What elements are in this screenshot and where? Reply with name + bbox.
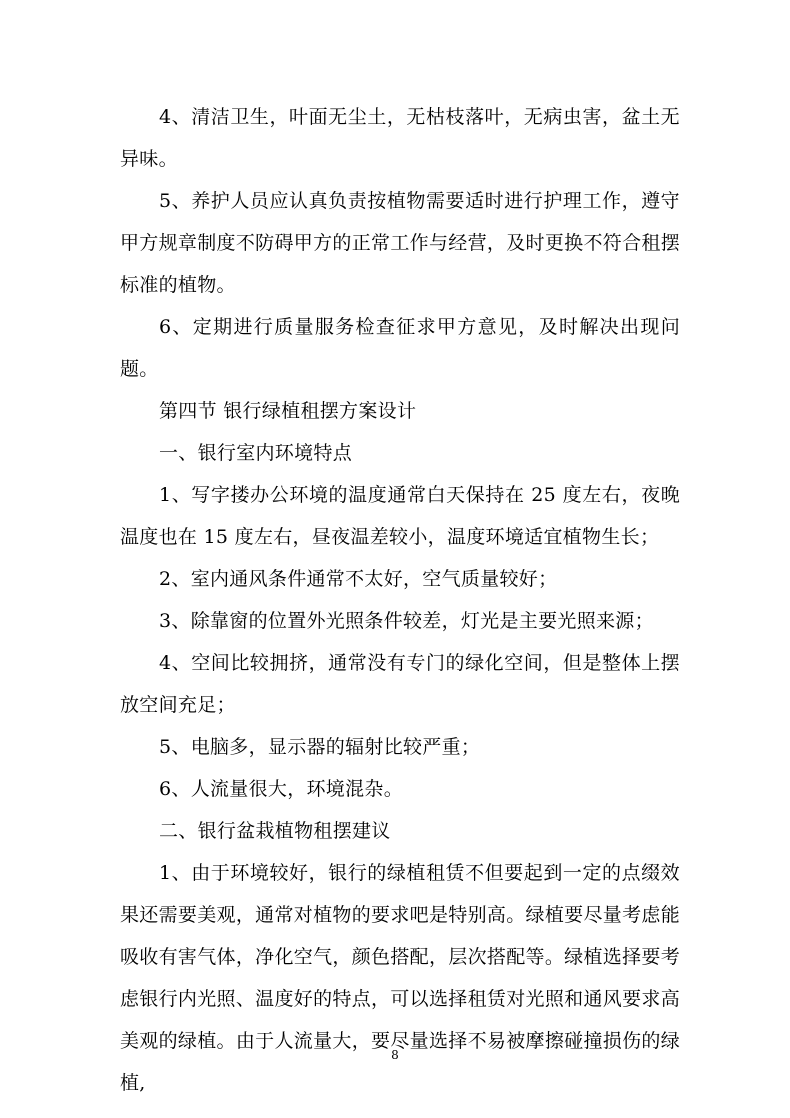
paragraph-ventilation: 2、室内通风条件通常不太好，空气质量较好； xyxy=(159,568,558,590)
paragraph-computers: 5、电脑多，显示器的辐射比较严重； xyxy=(159,736,481,758)
paragraph-lighting: 3、除靠窗的位置外光照条件较差，灯光是主要光照来源； xyxy=(159,610,654,632)
paragraph-suggestion-1: 1、由于环境较好，银行的绿植租赁不但要起到一定的点缀效果还需要美观，通常对植物的要求吧是特别高。绿植要尽量考虑能吸收有害气体，净化空气，颜色搭配，层次搭配等。绿植选择要考虑银行内光照、温度好的特点，可以选择租赁对光照和通风要求高美观的绿植。由于人流量大，要尽量选择不易被摩擦碰撞损伤的绿植, xyxy=(120,862,680,1094)
page-number: 8 xyxy=(391,1048,399,1062)
section-heading: 第四节 银行绿植租摆方案设计 xyxy=(159,400,417,422)
paragraph-space: 4、空间比较拥挤，通常没有专门的绿化空间，但是整体上摆放空间充足； xyxy=(120,652,680,716)
paragraph-cleaning: 4、清洁卫生，叶面无尘土，无枯枝落叶，无病虫害，盆土无异味。 xyxy=(120,106,680,170)
paragraph-temperature: 1、写字搂办公环境的温度通常白天保持在 25 度左右，夜晚温度也在 15 度左右，昼夜温差较小，温度环境适宜植物生长； xyxy=(120,484,680,548)
paragraph-foot-traffic: 6、人流量很大，环境混杂。 xyxy=(159,778,403,800)
paragraph-maintenance-staff: 5、养护人员应认真负责按植物需要适时进行护理工作，遵守甲方规章制度不防碍甲方的正常工作与经营，及时更换不符合租摆标准的植物。 xyxy=(120,190,680,296)
subheading-environment: 一、银行室内环境特点 xyxy=(159,442,353,464)
body-text xyxy=(120,96,680,1104)
subheading-suggestions: 二、银行盆栽植物租摆建议 xyxy=(159,820,391,842)
paragraph-quality-check: 6、定期进行质量服务检查征求甲方意见，及时解决出现问题。 xyxy=(120,316,680,380)
